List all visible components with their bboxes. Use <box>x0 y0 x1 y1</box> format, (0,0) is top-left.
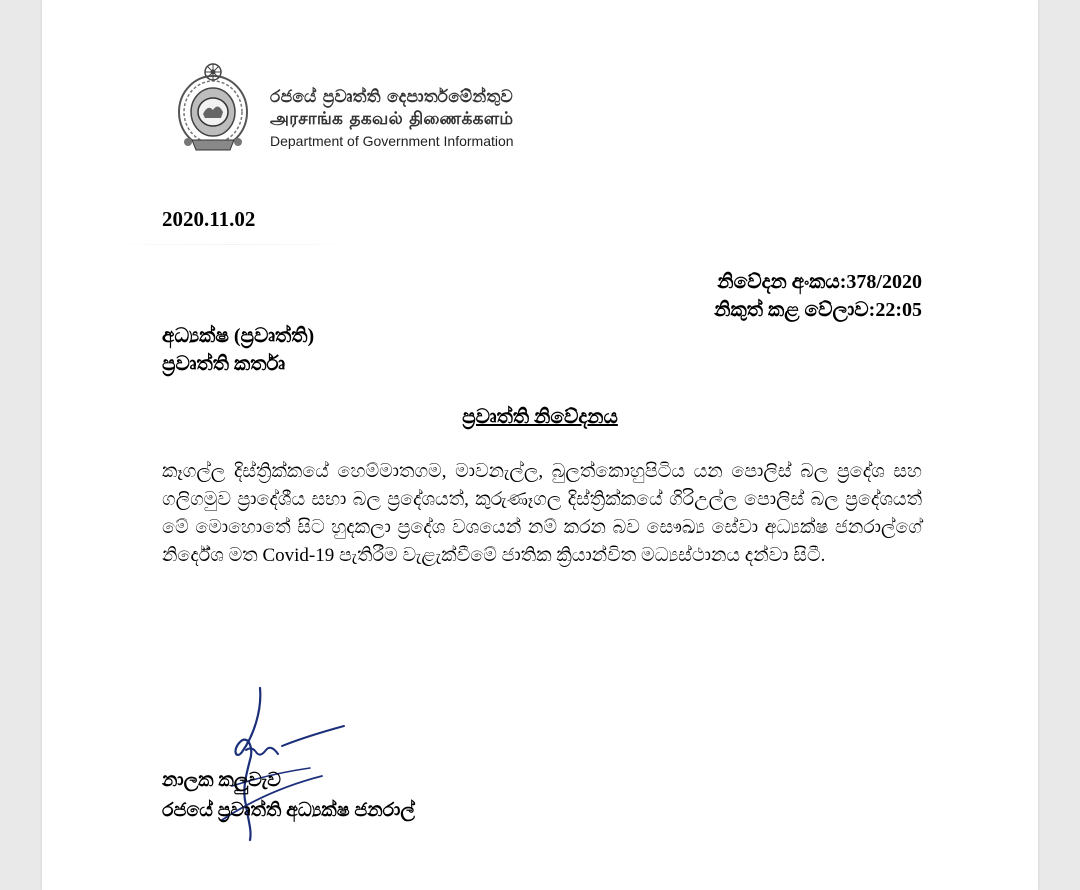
organization-header <box>270 86 514 152</box>
notice-title: ප්‍රවෘත්ති නිවේදනය <box>462 406 618 428</box>
org-name-sinhala: රජයේ ප්‍රවෘත්ති දෙපාර්තමේන්තුව <box>270 87 514 107</box>
addressee-line-2: ප්‍රවෘත්ති කර්තෘ <box>162 353 286 375</box>
scan-artifact <box>102 244 362 245</box>
notice-body: කෑගල්ල දිස්ත්‍රික්කයේ හෙම්මාතගම, මාවනැල්ල, බුලත්කොහුපිටිය යන පොලිස් බල ප්‍රදේශ සහ ගලිගමුව ප්‍රාදේශීය සභා බල ප්‍රදේශයත්, කුරුණෑගල දිස්ත්‍රික්කයේ ගිරිඋල්ල පොලිස් බල ප්‍රදේශයත් මේ මොහොතේ සිට හුදකලා ප්‍රදේශ වශයෙන් නම් කරන බව සෞඛ්‍ය සේවා අධ්‍යක්ෂ ජනරාල්ගේ නිර්දේශ මත Covid-19 පැතිරීම වැළැක්වීමේ ජාතික ක්‍රියාන්විත මධ්‍යස්ථානය දන්වා සිටී. <box>162 461 922 566</box>
org-name-english: Department of Government Information <box>270 133 514 149</box>
addressee-block <box>162 322 314 378</box>
document-page <box>42 0 1038 890</box>
signatory-designation: රජයේ ප්‍රවෘත්ති අධ්‍යක්ෂ ජනරාල් <box>162 800 415 821</box>
sri-lanka-emblem-icon <box>174 62 252 154</box>
document-date: 2020.11.02 <box>162 207 256 231</box>
release-time: නිකුත් කළ වේලාව:22:05 <box>714 299 922 321</box>
addressee-line-1: අධ්‍යක්ෂ (ප්‍රවෘත්ති) <box>162 325 315 347</box>
org-name-tamil: அரசாங்க தகவல் திணைக்களம் <box>270 109 514 129</box>
signatory-block <box>162 766 415 826</box>
notice-number: නිවේදන අංකය:378/2020 <box>717 271 922 293</box>
reference-block <box>714 268 922 324</box>
signatory-name: නාලක කලුවැව <box>162 770 281 791</box>
